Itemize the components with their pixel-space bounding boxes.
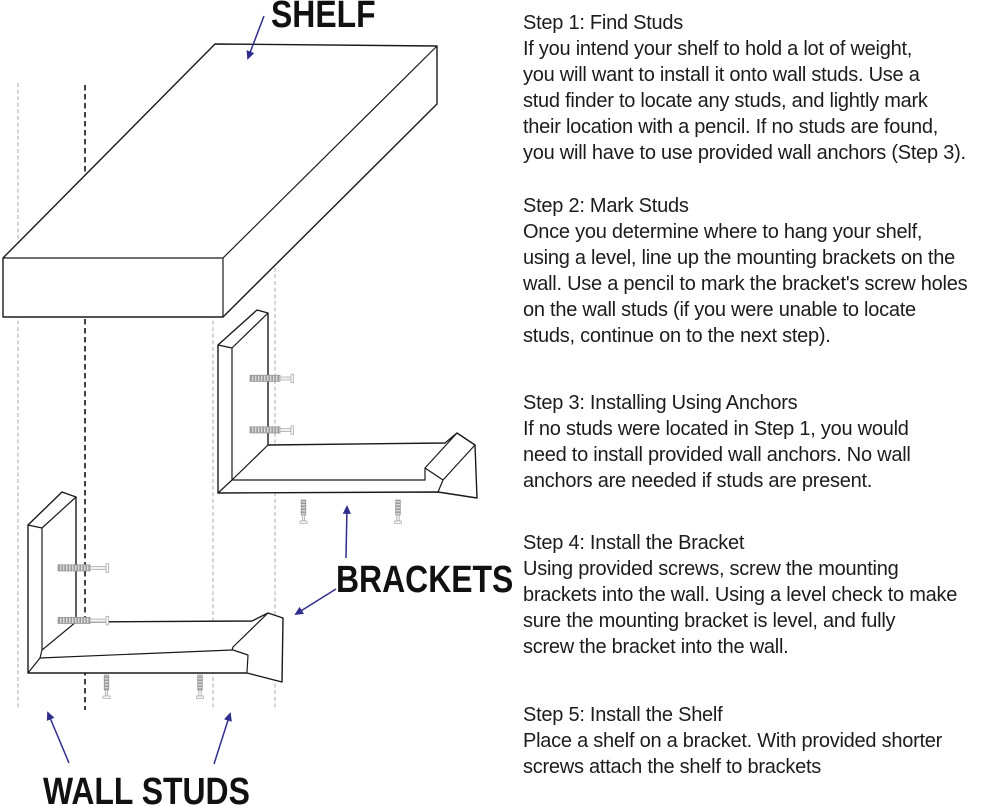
step-text-line: you will have to use provided wall anchors (Step 3). [523,142,966,164]
brackets-label: BRACKETS [336,559,514,601]
step-text-line: brackets into the wall. Using a level check to make [523,584,958,606]
step-text-line: Using provided screws, screw the mounting [523,558,899,580]
step-block-1 [523,10,966,166]
step-block-5 [523,702,942,780]
step-text-line: need to install provided wall anchors. No wall [523,444,911,466]
step-text-line: Once you determine where to hang your shelf, [523,221,923,243]
step-block-2 [523,193,967,349]
step-text-line: their location with a pencil. If no studs are found, [523,116,939,138]
step-heading: Step 1: Find Studs [523,12,684,34]
step-text-line: using a level, line up the mounting brackets on the [523,247,955,269]
step-block-3 [523,390,911,494]
step-text-line: studs, continue on to the next step). [523,325,831,347]
step-block-4 [523,530,957,660]
shelf-label: SHELF [271,0,376,36]
step-text-line: screws attach the shelf to brackets [523,756,822,778]
step-text-line: Place a shelf on a bracket. With provided shorter [523,730,943,752]
step-text-line: stud finder to locate any studs, and lightly mark [523,90,928,112]
step-text-line: anchors are needed if studs are present. [523,470,873,492]
wall-studs-label: WALL STUDS [43,771,250,806]
step-text-line: If you intend your shelf to hold a lot of weight, [523,38,913,60]
step-text-line: If no studs were located in Step 1, you would [523,418,909,440]
step-heading: Step 4: Install the Bracket [523,532,745,554]
step-heading: Step 5: Install the Shelf [523,704,723,726]
step-text-line: wall. Use a pencil to mark the bracket's screw holes [523,273,968,295]
step-text-line: you will want to install it onto wall studs. Use a [523,64,920,86]
step-text-line: screw the bracket into the wall. [523,636,789,658]
step-heading: Step 3: Installing Using Anchors [523,392,798,414]
step-text-line: on the wall studs (if you were unable to locate [523,299,916,321]
step-text-line: sure the mounting bracket is level, and fully [523,610,896,632]
step-heading: Step 2: Mark Studs [523,195,689,217]
